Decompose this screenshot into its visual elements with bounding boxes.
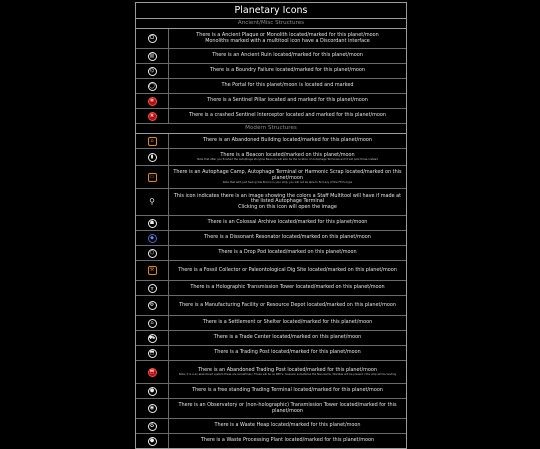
boundary-failure-icon: ⌬ [148,67,157,76]
icon-cell [136,64,169,78]
table-row [136,346,406,361]
description-text: There is a Trading Post located/marked for this planet/moon [214,349,361,356]
description-text: There is a Ancient Plaque or Monolith located/marked for this planet/moon [196,31,379,38]
description-cell [169,231,406,245]
table-row [136,331,406,346]
fossil-collector-icon: ⚒ [148,266,157,275]
table-row [136,134,406,149]
planetary-icons-table [135,2,407,449]
sections-container [136,19,406,448]
icon-cell [136,399,169,418]
description-text: There is a Beacon located/marked on this planet/moon [220,151,355,158]
section-header: Modern Structures [136,124,406,134]
holographic-tower-icon: ┰ [148,284,157,293]
portal-icon: ◯ [149,82,155,89]
description-note: Note: it is a an abandoned system these are sometimes / These will be no NPC's, however sometimes the Nivs Gems / Nanites will be present / this ship will be landing [178,373,397,377]
section-header: Ancient/Misc Structures [136,19,406,29]
description-text: There is an Autophage Camp, Autophage Terminal or Harmonic Scrap located/marked on this planet/moon [173,168,402,181]
icon-cell [136,316,169,330]
page-title: Planetary Icons [136,3,406,19]
description-cell [169,149,406,165]
settlement-icon: ⌂ [148,319,157,328]
table-row [136,166,406,189]
table-row [136,419,406,434]
description-text: There is a Drop Pod located/marked on this planet/moon [218,249,357,256]
abandoned-trading-post-icon: ⬒ [148,368,157,377]
table-row [136,316,406,331]
description-cell [169,261,406,280]
description-cell [169,79,406,93]
description-cell [169,346,406,360]
description-cell [169,64,406,78]
observatory-icon: ◉ [148,404,157,413]
beacon-icon: ▮ [148,153,157,162]
icon-cell [136,216,169,230]
description-text: Monoliths marked with a multitool icon have a Discordant interface [205,37,370,44]
drop-pod-icon: ⬡ [148,249,157,258]
dissonant-resonator-icon: ◆ [148,234,157,243]
icon-cell [136,246,169,260]
description-text: There is a Waste Processing Plant located/marked for this planet/moon [200,437,375,444]
icon-cell [136,134,169,148]
description-cell [169,134,406,148]
description-text: There is an Abandoned Trading Post located/marked for this planet/moon [198,366,377,373]
description-cell [169,94,406,108]
table-row [136,281,406,296]
description-cell [169,216,406,230]
icon-cell [136,281,169,295]
table-row [136,261,406,281]
colossal-archive-icon: ☗ [148,219,157,228]
icon-cell [136,79,169,93]
icon-cell [136,419,169,433]
description-text: There is a Manufacturing Facility or Resource Depot located/marked on this planet/moon [179,301,396,308]
table-row [136,29,406,49]
table-row [136,79,406,94]
manufacturing-facility-icon: ⚙ [148,301,157,310]
table-row [136,94,406,109]
description-cell [169,399,406,418]
description-text: There is a crashed Sentinel Interceptor located and marked for this planet/moon [189,112,386,119]
icon-cell [136,296,169,315]
description-text: There is a Fossil Collector or Paleontological Dig Site located/marked on this planet/moon [178,266,397,273]
table-row [136,361,406,384]
description-note: Note that with just having Vile Brood on your ship, you will not be able to find any of the FTO's type [222,181,353,185]
description-cell [169,331,406,345]
plaque-icon: Ω [148,34,157,43]
table-row [136,384,406,399]
icon-cell [136,149,169,165]
description-text: There is a Sentinel Pillar located and marked for this planet/moon [207,97,368,104]
description-text: There is a free standing Trading Terminal located/marked for this planet/moon [192,387,383,394]
description-text: There is an Abandoned Building located/marked for this planet/moon [202,137,373,144]
description-cell [169,316,406,330]
table-row [136,149,406,166]
icon-cell [136,384,169,398]
description-text: The Portal for this planet/moon is located and marked [221,82,354,89]
description-cell [169,29,406,48]
description-cell [169,384,406,398]
staff-multitool-icon[interactable]: ⚲ [149,197,155,206]
description-text: This icon indicates there is an image showing the colors a Staff Multitool will have if made at the listed Autophage Terminal [173,192,402,205]
icon-cell [136,189,169,215]
icon-cell [136,346,169,360]
icon-cell [136,29,169,48]
icon-cell [136,434,169,448]
icon-cell [136,231,169,245]
description-text: There is an Ancient Ruin located/marked for this planet/moon [212,52,363,59]
description-note: Note that after you finished the Autophage storyline Beacons will also be the location of Autophage Terminals and it will post those instead [197,158,378,162]
icon-cell [136,331,169,345]
table-row [136,231,406,246]
icon-cell [136,94,169,108]
trading-post-icon: ⬒ [148,349,157,358]
description-text: There is an Observatory or (non-holographic) Transmission Tower located/marked for this planet/moon [178,401,397,414]
description-cell [169,361,406,383]
description-text: Clicking on this icon will open the image [238,203,337,210]
description-cell [169,246,406,260]
table-row [136,64,406,79]
table-row [136,189,406,216]
description-text: There is an Colossal Archive located/marked for this planet/moon [207,219,368,226]
icon-cell [136,166,169,188]
icon-cell [136,109,169,123]
abandoned-building-icon: ⌂ [148,137,157,146]
trade-center-icon: ⛟ [148,334,156,341]
table-row [136,109,406,124]
trading-terminal-icon: ⬢ [148,387,157,396]
table-row [136,49,406,64]
description-cell [169,296,406,315]
icon-cell [136,261,169,280]
crashed-interceptor-icon: ✖ [148,112,157,121]
table-row [136,246,406,261]
description-cell [169,166,406,188]
icon-cell [136,49,169,63]
description-text: There is a Settlement or Shelter located/marked for this planet/moon [202,319,373,326]
waste-heap-icon: ♻ [148,422,157,431]
autophage-camp-icon: ▭ [148,173,157,182]
table-row [136,399,406,419]
description-text: There is a Trade Center located/marked on this planet/moon [213,334,362,341]
icon-cell [136,361,169,383]
description-cell [169,434,406,448]
waste-processing-icon: ⬣ [148,437,157,446]
description-cell [169,419,406,433]
description-text: There is a Holographic Transmission Tower located/marked on this planet/moon [190,284,385,291]
table-row [136,296,406,316]
description-text: There is a Waste Heap located/marked for this planet/moon [214,422,361,429]
description-text: There is a Dissonant Resonator located/marked on this planet/moon [204,234,371,241]
description-cell [169,281,406,295]
description-text: There is a Boundry Failure located/marked for this planet/moon [210,67,365,74]
description-cell [169,189,406,215]
table-row [136,216,406,231]
table-row [136,434,406,448]
description-cell [169,109,406,123]
ruin-icon: ▥ [148,52,157,61]
description-cell [169,49,406,63]
sentinel-pillar-icon: ✱ [148,97,157,106]
